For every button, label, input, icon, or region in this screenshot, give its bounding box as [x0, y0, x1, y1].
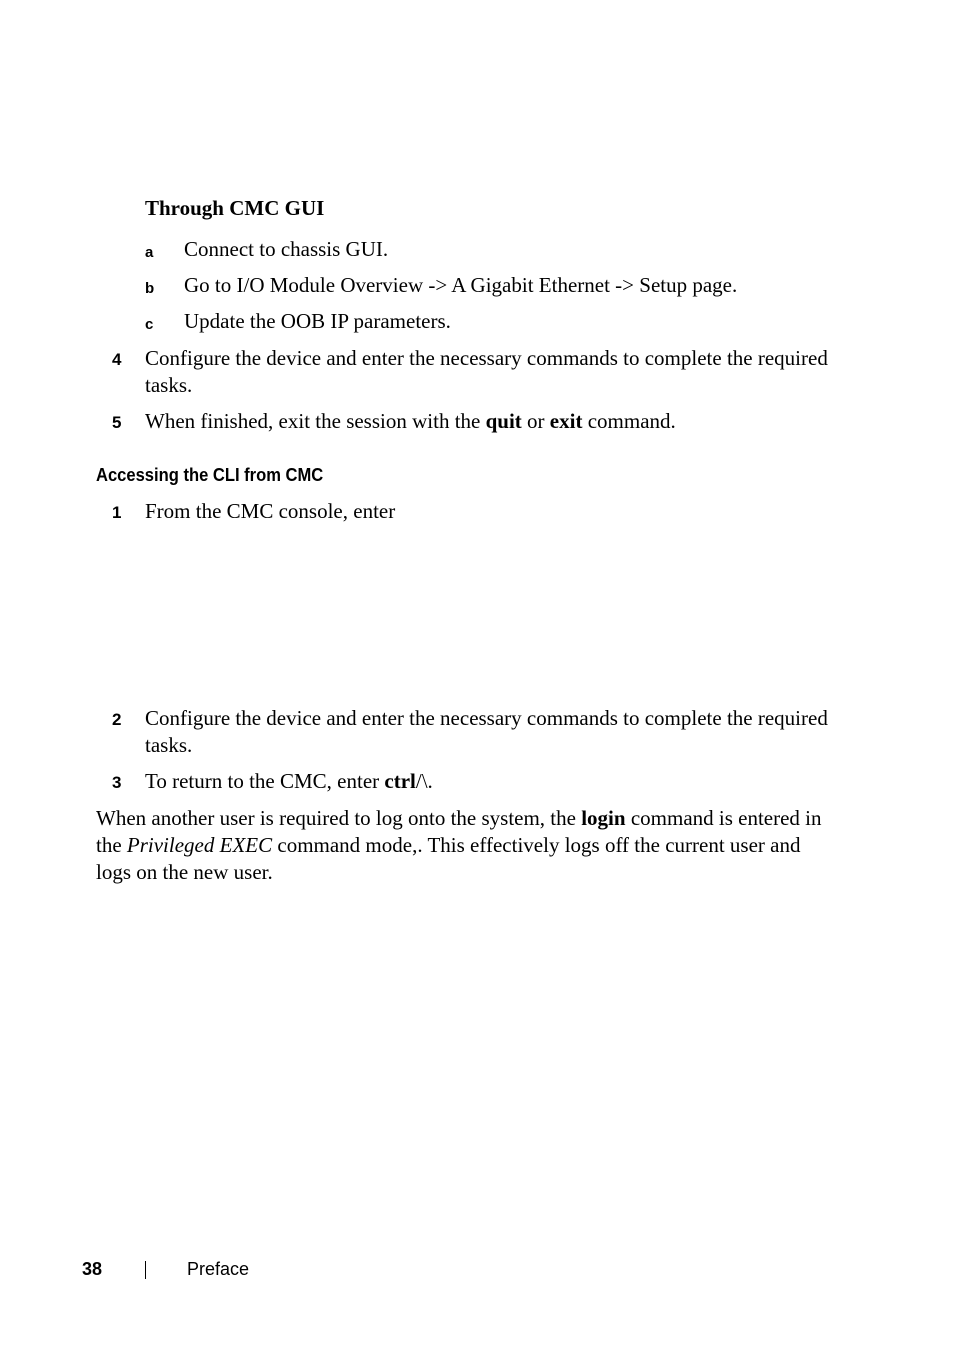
step-text [145, 768, 835, 795]
step-text [145, 408, 835, 435]
step-text-part: /\. [415, 769, 433, 793]
substep-text: Go to I/O Module Overview -> A Gigabit Ethernet -> Setup page. [184, 273, 738, 297]
step-text-part: To return to the CMC, enter [145, 769, 385, 793]
substep-marker: c [145, 316, 154, 333]
substep-marker: a [145, 244, 154, 261]
command-login: login [581, 806, 626, 830]
step-text-part: command. [582, 409, 676, 433]
step-text: Configure the device and enter the necessary commands to complete the required tasks. [145, 706, 828, 757]
step-marker: 1 [112, 503, 122, 522]
step-marker: 3 [112, 773, 122, 792]
step-text-part: or [521, 409, 550, 433]
command-exit: exit [549, 409, 583, 433]
step-text: Configure the device and enter the necessary commands to complete the required tasks. [145, 346, 828, 397]
paragraph-text: command is entered in the [96, 806, 822, 857]
section-heading: Accessing the CLI from CMC [96, 465, 324, 485]
body-paragraph [96, 805, 836, 886]
step-marker: 2 [112, 710, 122, 729]
command-ctrl: ctrl [384, 769, 416, 793]
step-marker: 5 [112, 413, 122, 432]
subheading-through-cmc-gui: Through CMC GUI [145, 196, 325, 220]
paragraph-text: When another user is required to log onto the system, the [96, 806, 582, 830]
command-quit: quit [485, 409, 522, 433]
substep-marker: b [145, 280, 155, 297]
step-text-part: When finished, exit the session with the [145, 409, 486, 433]
step-text: From the CMC console, enter [145, 499, 396, 523]
footer-divider [145, 1261, 146, 1279]
step-marker: 4 [112, 350, 122, 369]
substep-text: Connect to chassis GUI. [184, 237, 389, 261]
mode-name: Privileged EXEC [126, 833, 273, 857]
page-number: 38 [82, 1259, 103, 1279]
substep-text: Update the OOB IP parameters. [184, 309, 451, 333]
paragraph-text: command mode,. This effectively logs off the current user and logs on the new user. [96, 833, 801, 884]
footer-section-label: Preface [187, 1259, 250, 1279]
